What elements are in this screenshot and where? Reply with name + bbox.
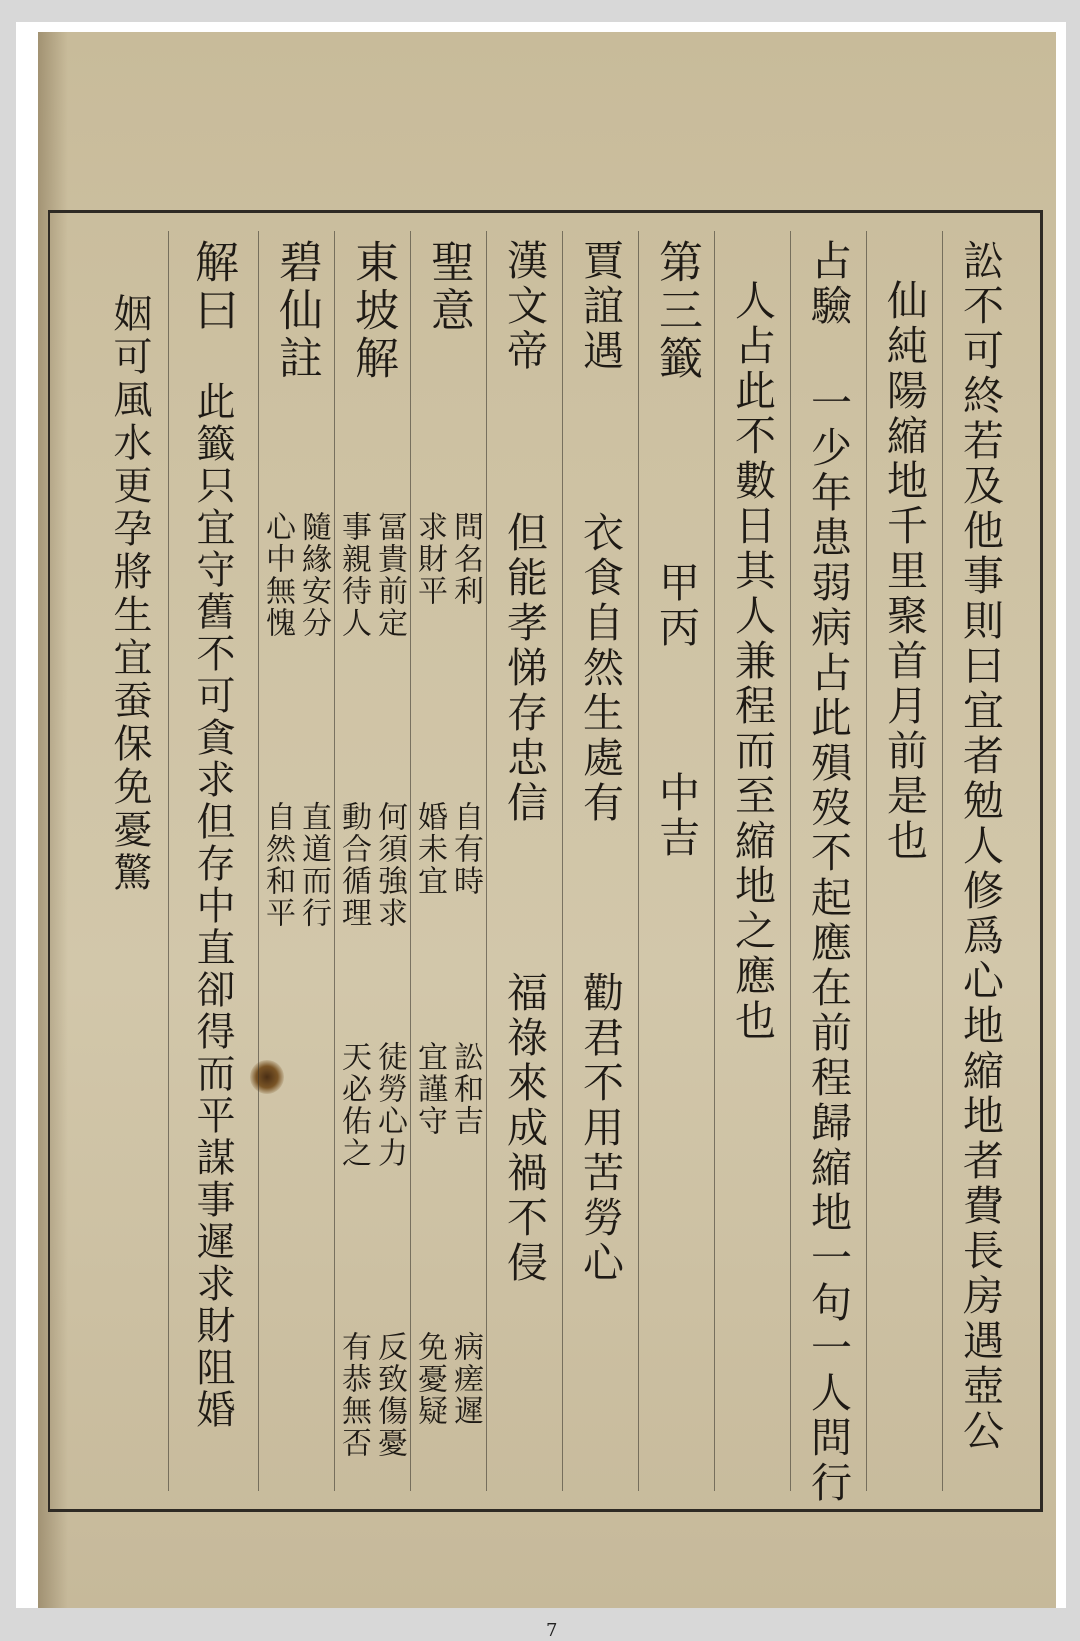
interpretation-text: 此籤只宜守舊不可貪求但存中直卻得而平謀事遲求財阻婚 bbox=[190, 381, 235, 1431]
section-title: 碧仙註 bbox=[271, 239, 322, 383]
commentary-item: 動合循理 bbox=[336, 801, 371, 929]
note-item: 自然和平 bbox=[260, 801, 295, 929]
lot-stems: 甲丙 bbox=[652, 561, 700, 651]
poem-line-2: 勸君不用苦勞心 bbox=[576, 971, 624, 1286]
oracle-item: 宜謹守 bbox=[412, 1041, 447, 1137]
dongpo-column bbox=[334, 231, 409, 1491]
poem-line-1: 衣食自然生處有 bbox=[576, 511, 624, 826]
text-column-3 bbox=[790, 231, 865, 1506]
story-title: 賈誼遇 bbox=[576, 239, 624, 374]
commentary-item: 何須強求 bbox=[372, 801, 407, 929]
note-item: 心中無愧 bbox=[260, 511, 295, 639]
poem-line-4: 福祿來成禍不侵 bbox=[500, 971, 548, 1286]
story-column-2 bbox=[486, 231, 561, 1491]
page-frame bbox=[16, 22, 1066, 1641]
oracle-item: 訟和吉 bbox=[448, 1041, 483, 1137]
text-column-4 bbox=[714, 231, 789, 1491]
story-title: 漢文帝 bbox=[500, 239, 548, 374]
text-column-12 bbox=[90, 231, 168, 1491]
commentary-item: 冨貴前定 bbox=[372, 511, 407, 639]
section-title: 聖意 bbox=[423, 239, 474, 335]
column-text: 占驗 一少年患弱病占此殞歿不起應在前程歸縮地一句一人問行 bbox=[804, 239, 852, 1506]
lot-title-column bbox=[638, 231, 713, 1491]
note-item: 直道而行 bbox=[296, 801, 331, 929]
commentary-item: 事親待人 bbox=[336, 511, 371, 639]
oracle-item: 求財平 bbox=[412, 511, 447, 607]
sheng-yi-column bbox=[410, 231, 485, 1491]
text-column-1 bbox=[942, 231, 1017, 1491]
poem-line-3: 但能孝悌存忠信 bbox=[500, 511, 548, 826]
text-frame bbox=[48, 210, 1043, 1512]
lot-fortune: 中吉 bbox=[652, 771, 700, 861]
oracle-item: 病瘥遲 bbox=[448, 1331, 483, 1427]
commentary-item: 有恭無否 bbox=[336, 1331, 371, 1459]
section-title: 東坡解 bbox=[347, 239, 398, 383]
column-text: 姻可風水更孕將生宜蚕保免憂驚 bbox=[107, 293, 152, 895]
commentary-item: 天必佑之 bbox=[336, 1041, 371, 1169]
column-text: 訟不可終若及他事則曰宜者勉人修爲心地縮地者費長房遇壺公 bbox=[956, 239, 1004, 1454]
book-page bbox=[38, 32, 1056, 1608]
oracle-item: 免憂疑 bbox=[412, 1331, 447, 1427]
oracle-item: 自有時 bbox=[448, 801, 483, 897]
bixian-column bbox=[258, 231, 333, 1491]
text-column-2 bbox=[866, 231, 941, 1491]
oracle-item: 問名利 bbox=[448, 511, 483, 607]
section-title: 解曰 bbox=[187, 239, 238, 335]
oracle-item: 婚未宜 bbox=[412, 801, 447, 897]
commentary-item: 反致傷憂 bbox=[372, 1331, 407, 1459]
note-item: 隨緣安分 bbox=[296, 511, 331, 639]
column-text: 人占此不數日其人兼程而至縮地之應也 bbox=[728, 279, 776, 1044]
interpretation-column bbox=[168, 231, 259, 1491]
story-column-1 bbox=[562, 231, 637, 1491]
column-text: 仙純陽縮地千里聚首月前是也 bbox=[880, 279, 928, 864]
lot-number: 第三籤 bbox=[651, 239, 702, 383]
commentary-item: 徒勞心力 bbox=[372, 1041, 407, 1169]
page-number: 7 bbox=[546, 1620, 558, 1641]
